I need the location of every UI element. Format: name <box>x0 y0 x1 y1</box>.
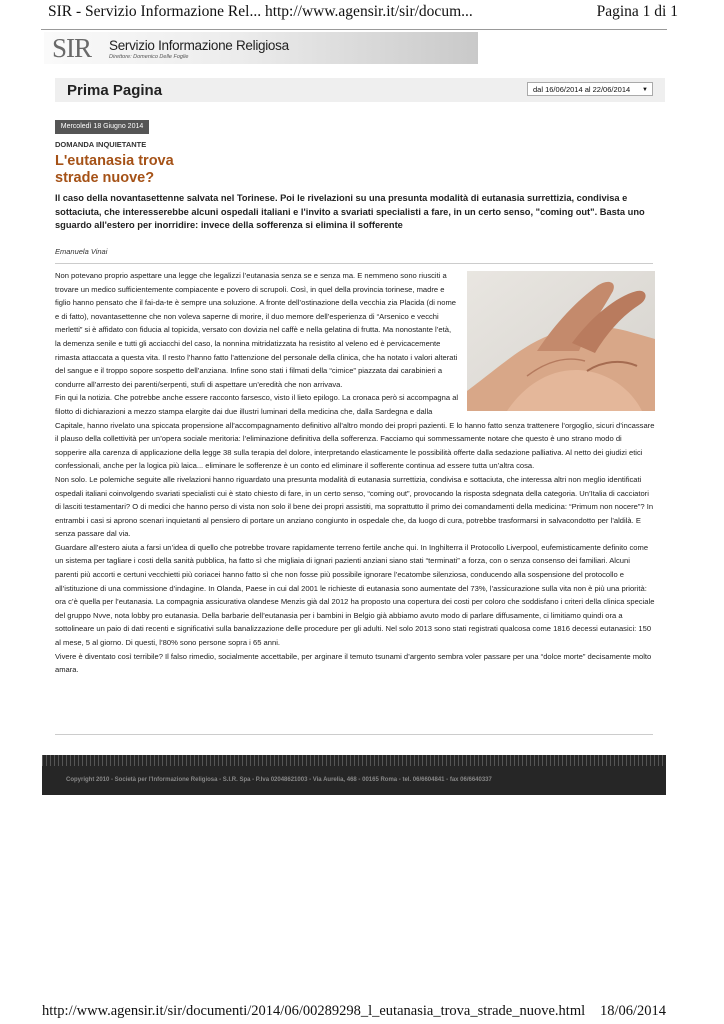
hands-photo <box>467 271 655 411</box>
site-footer <box>42 755 666 795</box>
body-paragraph: Non potevano proprio aspettare una legge che legalizzi l’eutanasia senza se e senza ma. E nemmeno sono riusciti a trovare un medico sufficientemente compiacente e povero di scrupoli. Così, in quel della provincia torinese, madre e figlio hanno pensato che il fai-da-te è sempre una soluzione. A fronte dell’ostinazione della vecchia zia Placida (di nome e di fatto), novantasettenne che non voleva saperne di morire, il duo memore dell’esperienza di “Arsenico e vecchi merletti” si è affidato con fiducia al topicida, versato con dovizia nel caffè e nella gelatina di frutta. Ma nonostante l’età, la demenza senile e tutti gli acciacchi del caso, la nonnina mitridatizzata ha resistito al veleno ed è pervicacemente rimasta attaccata a questa vita. Il resto l’hanno fatto l’attenzione del personale della clinica, che ha notato i valori alterati del sangue e il troppo sopore sospetto dell’anziana. Infine sono stati i filmati della “cimice” piazzata dai carabinieri a condurre all’arresto dei parenti/serpenti, stufi di aspettare un’eredità che non arrivava. <box>55 271 458 389</box>
print-footer-date: 18/06/2014 <box>599 1003 666 1019</box>
date-range-value: dal 16/06/2014 al 22/06/2014 <box>533 85 631 94</box>
body-paragraph: Guardare all’estero aiuta a farsi un’idea di quello che potrebbe trovare rapidamente terreno fertile anche qui. In Inghilterra il Protocollo Liverpool, eufemisticamente definito come un sistema per tagliare i costi della sanità pubblica, ha fatto sì che migliaia di ignari pazienti anziani siano stati “terminati” a forza, con o senza consenso dei familiari. Alcuni parenti più accorti e certuni vecchietti più coriacei hanno fatto sì che non fosse più possibile ignorare l’ecatombe silenziosa, conducendo alla sospensione del protocollo e all’istituzione di una commissione d’indagine. In Olanda, Paese in cui dal 2001 le richieste di eutanasia sono aumentate del 73%, l’assicurazione sulla vita non è più una priorità: ora c’è quella per l’eutanasia. La compagnia assicurativa olandese Menzis già dal 2012 ha proposto una copertura dei costi per coloro che soddisfano i criteri della clinica speciale del gruppo Nvve, nota lobby pro eutanasia. Della barbarie dell’eutanasia per i bambini in Belgio già abbiamo avuto modo di parlare diffusamente, ci limitiamo quindi ora a sottolineare un paio di dati recenti e significativi sulla banalizzazione delle procedure per gli adulti. Nel solo 2013 sono stati registrati qualcosa come 1816 decessi eutanasici: 150 al mese, 5 al giorno. Di questi, l’80% sono persone sopra i 65 anni. <box>55 542 655 648</box>
page-title: Prima Pagina <box>67 82 163 99</box>
chevron-down-icon: ▼ <box>642 87 648 93</box>
body-paragraph: Non solo. Le polemiche seguite alle rivelazioni hanno riguardato una presunta modalità di eutanasia surrettizia, condivisa e sottaciuta, che interessa altri non meglio identificati ospedali italiani coinvolgendo svariati specialisti cui è stato chiesto di fare, in un certo senso, “coming out”, provocando la risposta sdegnata della categoria. Un’Italia di cacciatori di lasciti testamentari? O di medici che hanno perso di vista non solo il bene dei propri assistiti, ma soprattutto il primo dei comandamenti della medicina: “Primum non nocere”? In entrambi i casi si aprono scenari inquietanti al pensiero di portare un anziano congiunto in ospedale che, da luogo di cura, potrebbe trasformarsi in salvacondotto per l’aldilà. E senza passare dal via. <box>55 474 654 539</box>
article-date-badge: Mercoledì 18 Giugno 2014 <box>55 120 149 134</box>
article-summary: Il caso della novantasettenne salvata nel Torinese. Poi le rivelazioni su una presunta modalità di eutanasia surrettizia, condivisa e sottaciuta, che interesserebbe alcuni ospedali italiani e l'invito a svariati specialisti a fare, in un certo senso, "coming out". Basta uno sguardo all'estero per inorridire: invece della sofferenza si elimina il sofferente <box>55 193 645 230</box>
headline-line-2: strade nuove? <box>55 170 155 186</box>
sir-logo[interactable]: SIR <box>52 33 92 63</box>
print-page-number: Pagina 1 di 1 <box>596 3 678 20</box>
print-header <box>48 3 678 21</box>
footer-stripes <box>42 755 666 766</box>
site-banner[interactable] <box>44 32 478 64</box>
body-paragraph: Fin qui la notizia. Che potrebbe anche essere racconto farsesco, visto il lieto epilogo. La cronaca però si accompagna al filotto di dichiarazioni a mezzo stampa elargite dai due illustri luminari della medicina che, dalla Sardegna e dalla Capitale, hanno rivelato una spiccata propensione all’accompagnamento definitivo all’altro mondo dei propri pazienti. E lo hanno fatto senza trattenere l’orgoglio, sicuri d’incassare il plauso della collettività per un’opera sociale meritoria: l’eliminazione definitiva della sofferenza. Facciamo qui sommessamente notare che questo è uno strano modo di sopperire alla carenza di applicazione della legge 38 sulla terapia del dolore, interpretando elasticamente le possibilità offerte dalla sedazione palliativa. Al netto dei giudizi etici confessionali, anche per la logica più laica... eliminare le sofferenze è un conto ed eliminare il sofferente continua ad essere tutta un’altra cosa. <box>55 393 655 471</box>
body-paragraph: Vivere è diventato così terribile? Il falso rimedio, socialmente accettabile, per arginare il temuto tsunami d’argento sembra voler passare per una “dolce morte” decisamente molto amara. <box>55 651 652 675</box>
print-header-rule <box>41 29 667 30</box>
headline-line-1: L'eutanasia trova <box>55 153 174 169</box>
article-kicker: DOMANDA INQUIETANTE <box>55 140 147 149</box>
article-author: Emanuela Vinai <box>55 247 108 256</box>
section-bar <box>55 78 665 102</box>
site-director: Direttore: Domenico Delle Foglie <box>109 54 189 60</box>
date-range-select[interactable] <box>527 82 653 96</box>
footer-copyright: Copyright 2010 - Società per l'Informazione Religiosa - S.I.R. Spa - P.Iva 02048621003 - Via Aurelia, 468 - 00165 Roma - tel. 06/6604841 - fax 06/6640337 <box>66 777 492 783</box>
print-footer-url: http://www.agensir.it/sir/documenti/2014/06/00289298_l_eutanasia_trova_strade_nuove.html <box>42 1003 586 1019</box>
divider <box>55 263 653 264</box>
site-title: Servizio Informazione Religiosa <box>109 38 289 53</box>
article-body <box>55 269 655 677</box>
print-footer <box>42 1003 666 1020</box>
divider <box>55 734 653 735</box>
article-headline <box>55 153 315 187</box>
print-header-title: SIR - Servizio Informazione Rel... http://www.agensir.it/sir/docum... <box>48 3 473 20</box>
